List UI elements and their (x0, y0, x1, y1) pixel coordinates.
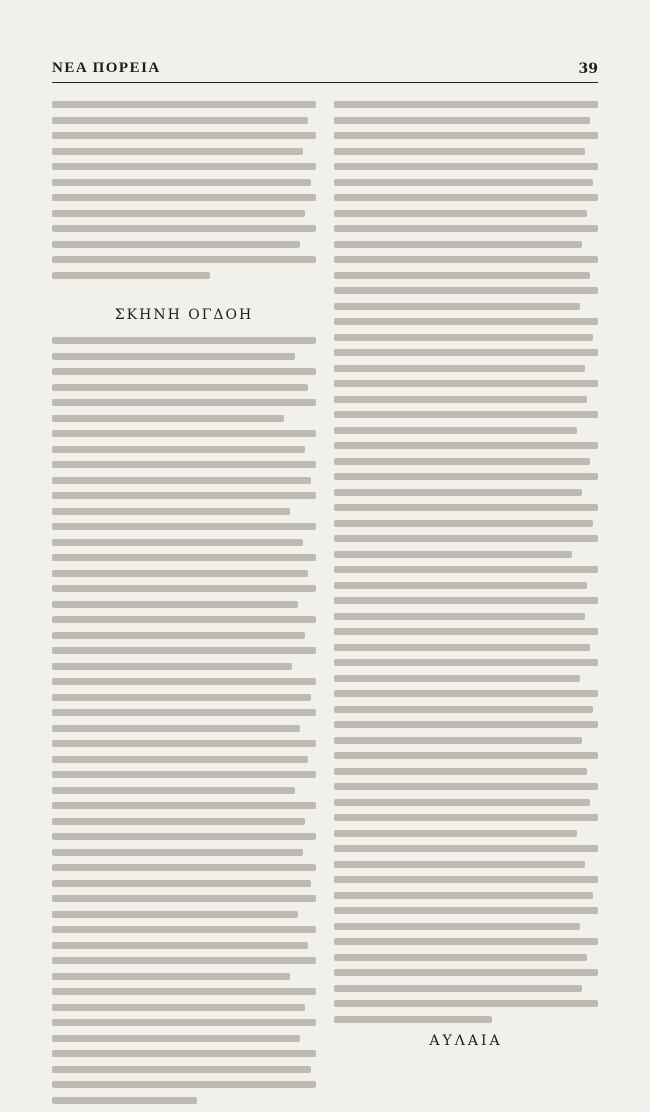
end-mark: ΑΥΛΑΙΑ (429, 1032, 503, 1049)
running-header (52, 60, 598, 83)
journal-title: ΝΕΑ ΠΟΡΕΙΑ (52, 60, 161, 76)
page-number: 39 (578, 61, 598, 77)
scene-heading: ΣΚΗΝΗ ΟΓΔΟΗ (114, 307, 254, 323)
right-column (334, 101, 598, 1112)
left-column (52, 101, 316, 1112)
text-columns (52, 101, 598, 1112)
